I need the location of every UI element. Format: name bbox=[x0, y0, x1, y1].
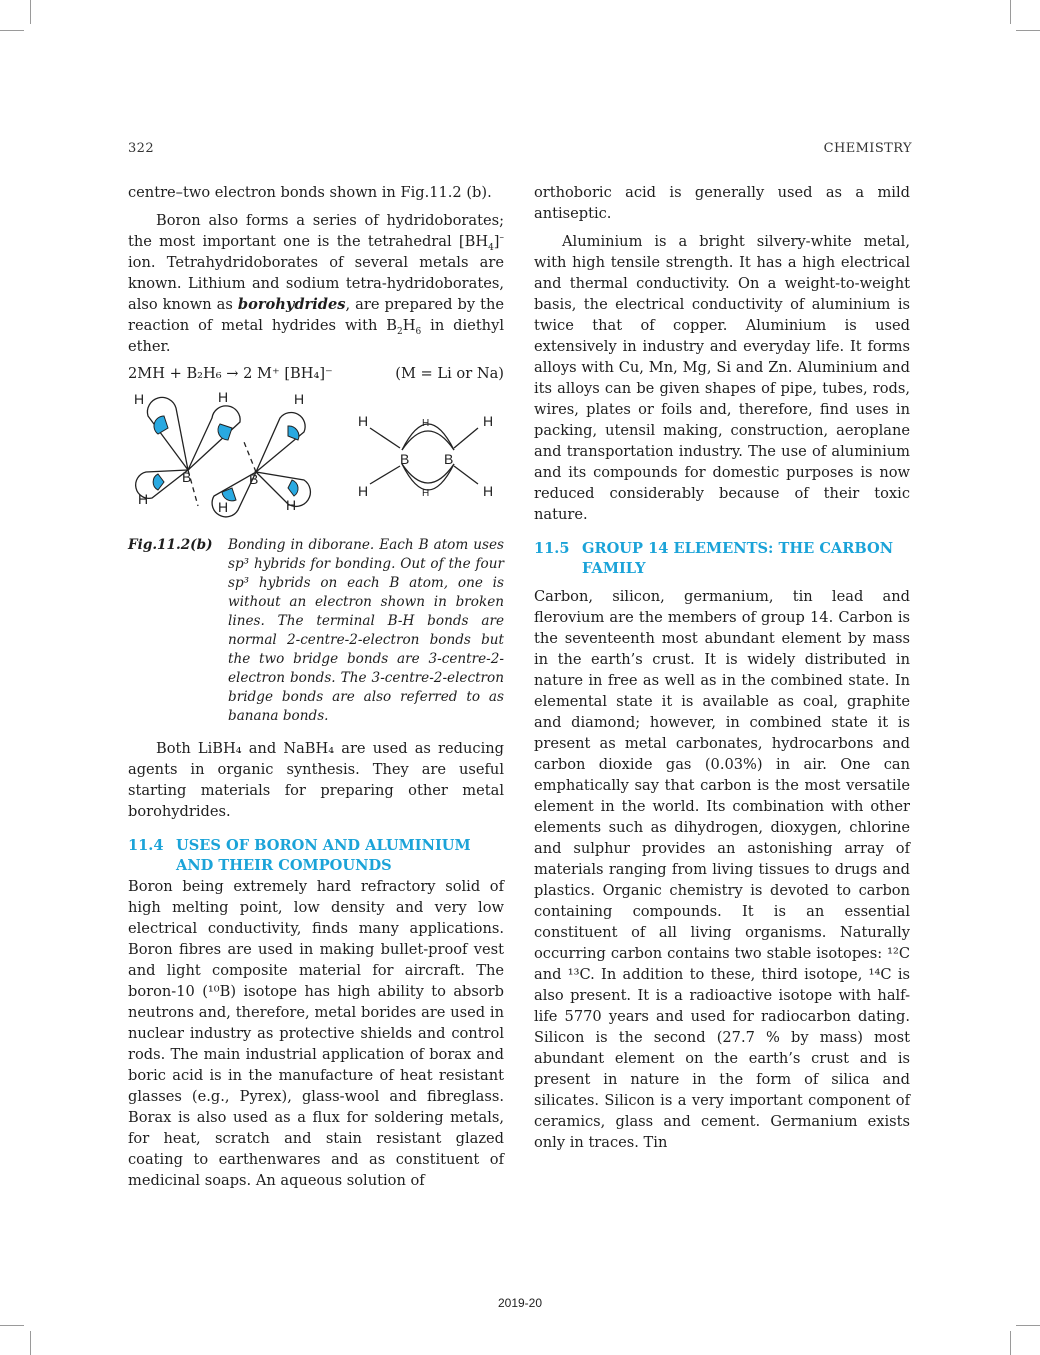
crop-mark bbox=[0, 30, 24, 31]
figure-caption bbox=[128, 536, 504, 726]
svg-text:B: B bbox=[249, 471, 259, 487]
paragraph: orthoboric acid is generally used as a mild antiseptic. bbox=[534, 184, 910, 222]
svg-text:H: H bbox=[422, 488, 430, 499]
paragraph: Both LiBH₄ and NaBH₄ are used as reducing agents in organic synthesis. They are useful starting materials for preparing other metal borohydrides. bbox=[128, 740, 504, 820]
svg-text:B: B bbox=[400, 451, 410, 467]
chapter-title: CHEMISTRY bbox=[823, 141, 912, 156]
crop-mark bbox=[1016, 1325, 1040, 1326]
crop-mark bbox=[1016, 30, 1040, 31]
paragraph: centre–two electron bonds shown in Fig.11.2 (b). bbox=[128, 184, 492, 201]
paragraph: Boron being extremely hard refractory solid of high melting point, low density and very low electrical conductivity, finds many applications. Boron fibres are used in making bullet-proof vest and light composite material for aircraft. The boron-10 (¹⁰B) isotope has high ability to absorb neutrons and, therefore, metal borides are used in nuclear industry as protective shields and control rods. The main industrial application of borax and boric acid is in the manufacture of heat resistant glasses (e.g., Pyrex), glass-wool and fibreglass. Borax is also used as a flux for soldering metals, for heat, scratch and stain resistant glazed coating to earthenwares and as constituent of medicinal soaps. An aqueous solution of bbox=[128, 878, 504, 1189]
reaction-equation bbox=[128, 363, 504, 384]
crop-mark bbox=[1010, 1331, 1011, 1355]
crop-mark bbox=[0, 1325, 24, 1326]
svg-text:H: H bbox=[483, 413, 494, 429]
diborane-structure-diagram bbox=[128, 388, 504, 526]
svg-text:H: H bbox=[218, 389, 229, 405]
svg-text:B: B bbox=[182, 469, 192, 485]
paragraph: Carbon, silicon, germanium, tin lead and flerovium are the members of group 14. Carbon is the seventeenth most abundant element by mass in the earth’s crust. It is widely distributed in nature in free as well as in the combined state. In elemental state it is available as coal, graphite and diamond; however, in combined state it is present as metal carbonates, hydrocarbons and carbon dioxide gas (0.03%) in air. One can emphatically say that carbon is the most versatile element in the world. Its combination with other elements such as dihydrogen, dioxygen, chlorine and sulphur provides an astonishing array of materials ranging from living tissues to drugs and plastics. Organic chemistry is devoted to carbon containing compounds. It is an essential constituent of all living organisms. Naturally occurring carbon contains two stable isotopes: ¹²C and ¹³C. In addition to these, third isotope, ¹⁴C is also present. It is a radioactive isotope with half-life 5770 years and used for radiocarbon dating. Silicon is the second (27.7 % by mass) most abundant element on the earth’s crust and is present in nature in the form of silica and silicates. Silicon is a very important component of ceramics, glass and cement. Germanium exists only in traces. Tin bbox=[534, 588, 910, 1151]
svg-text:H: H bbox=[134, 391, 145, 407]
crop-mark bbox=[1010, 0, 1011, 24]
svg-text:H: H bbox=[358, 413, 369, 429]
section-number: 11.5 bbox=[534, 540, 570, 557]
paragraph: Aluminium is a bright silvery-white metal, with high tensile strength. It has a high electrical and thermal conductivity. On a weight-to-weight basis, the electrical conductivity of aluminium is twice that of copper. Aluminium is used extensively in industry and everyday life. It forms alloys with Cu, Mn, Mg, Si and Zn. Aluminium and its alloys can be given shapes of pipe, tubes, rods, wires, plates or foils and, therefore, find uses in packing, utensil making, construction, aeroplane and transportation industry. The use of aluminium and its compounds for domestic purposes is now reduced considerably because of their toxic nature. bbox=[534, 233, 910, 523]
footer-year: 2019-20 bbox=[497, 1296, 543, 1310]
section-number: 11.4 bbox=[128, 837, 164, 854]
section-title: GROUP 14 ELEMENTS: THE CARBON FAMILY bbox=[582, 540, 894, 577]
paragraph-hydridoborates: Boron also forms a series of hydridoborates; the most important one is the tetrahedral $[BH_4]^-$ ion. Tetrahydridoborates of several metals are known. Lithium and sodium tetra-hydridoborates, also known as borohydrides, are prepared by the reaction of metal hydrides with $B_2H_6$ in diethyl ether. bbox=[128, 212, 505, 355]
svg-text:H: H bbox=[358, 483, 369, 499]
caption-label: Fig.11.2(b) bbox=[128, 537, 213, 553]
svg-text:H: H bbox=[422, 418, 430, 429]
svg-text:H: H bbox=[294, 391, 305, 407]
caption-text: Bonding in diborane. Each B atom uses sp³ hybrids for bonding. Out of the four sp³ hybrids on each B atom, one is without an electron shown in broken lines. The terminal B-H bonds are normal 2-centre-2-electron bonds but the two bridge bonds are 3-centre-2-electron bonds. The 3-centre-2-electron bridge bonds are also referred to as banana bonds. bbox=[228, 537, 504, 724]
left-column bbox=[128, 182, 504, 1191]
equation-condition: (M = Li or Na) bbox=[395, 365, 504, 382]
svg-text:H: H bbox=[286, 497, 297, 513]
svg-text:H: H bbox=[138, 491, 149, 507]
section-title: USES OF BORON AND ALUMINIUM AND THEIR COMPOUNDS bbox=[176, 837, 471, 874]
equation: 2MH + B₂H₆ → 2 M⁺ [BH₄]⁻ bbox=[128, 365, 333, 382]
svg-text:B: B bbox=[444, 451, 454, 467]
diborane-figure bbox=[128, 388, 504, 526]
section-heading bbox=[128, 836, 504, 876]
page-number: 322 bbox=[128, 141, 155, 156]
svg-text:H: H bbox=[483, 483, 494, 499]
crop-mark bbox=[30, 0, 31, 24]
term-borohydrides: borohydrides bbox=[237, 296, 346, 313]
section-heading bbox=[534, 539, 910, 579]
crop-mark bbox=[30, 1331, 31, 1355]
svg-text:H: H bbox=[218, 499, 229, 515]
right-column bbox=[534, 182, 910, 1153]
